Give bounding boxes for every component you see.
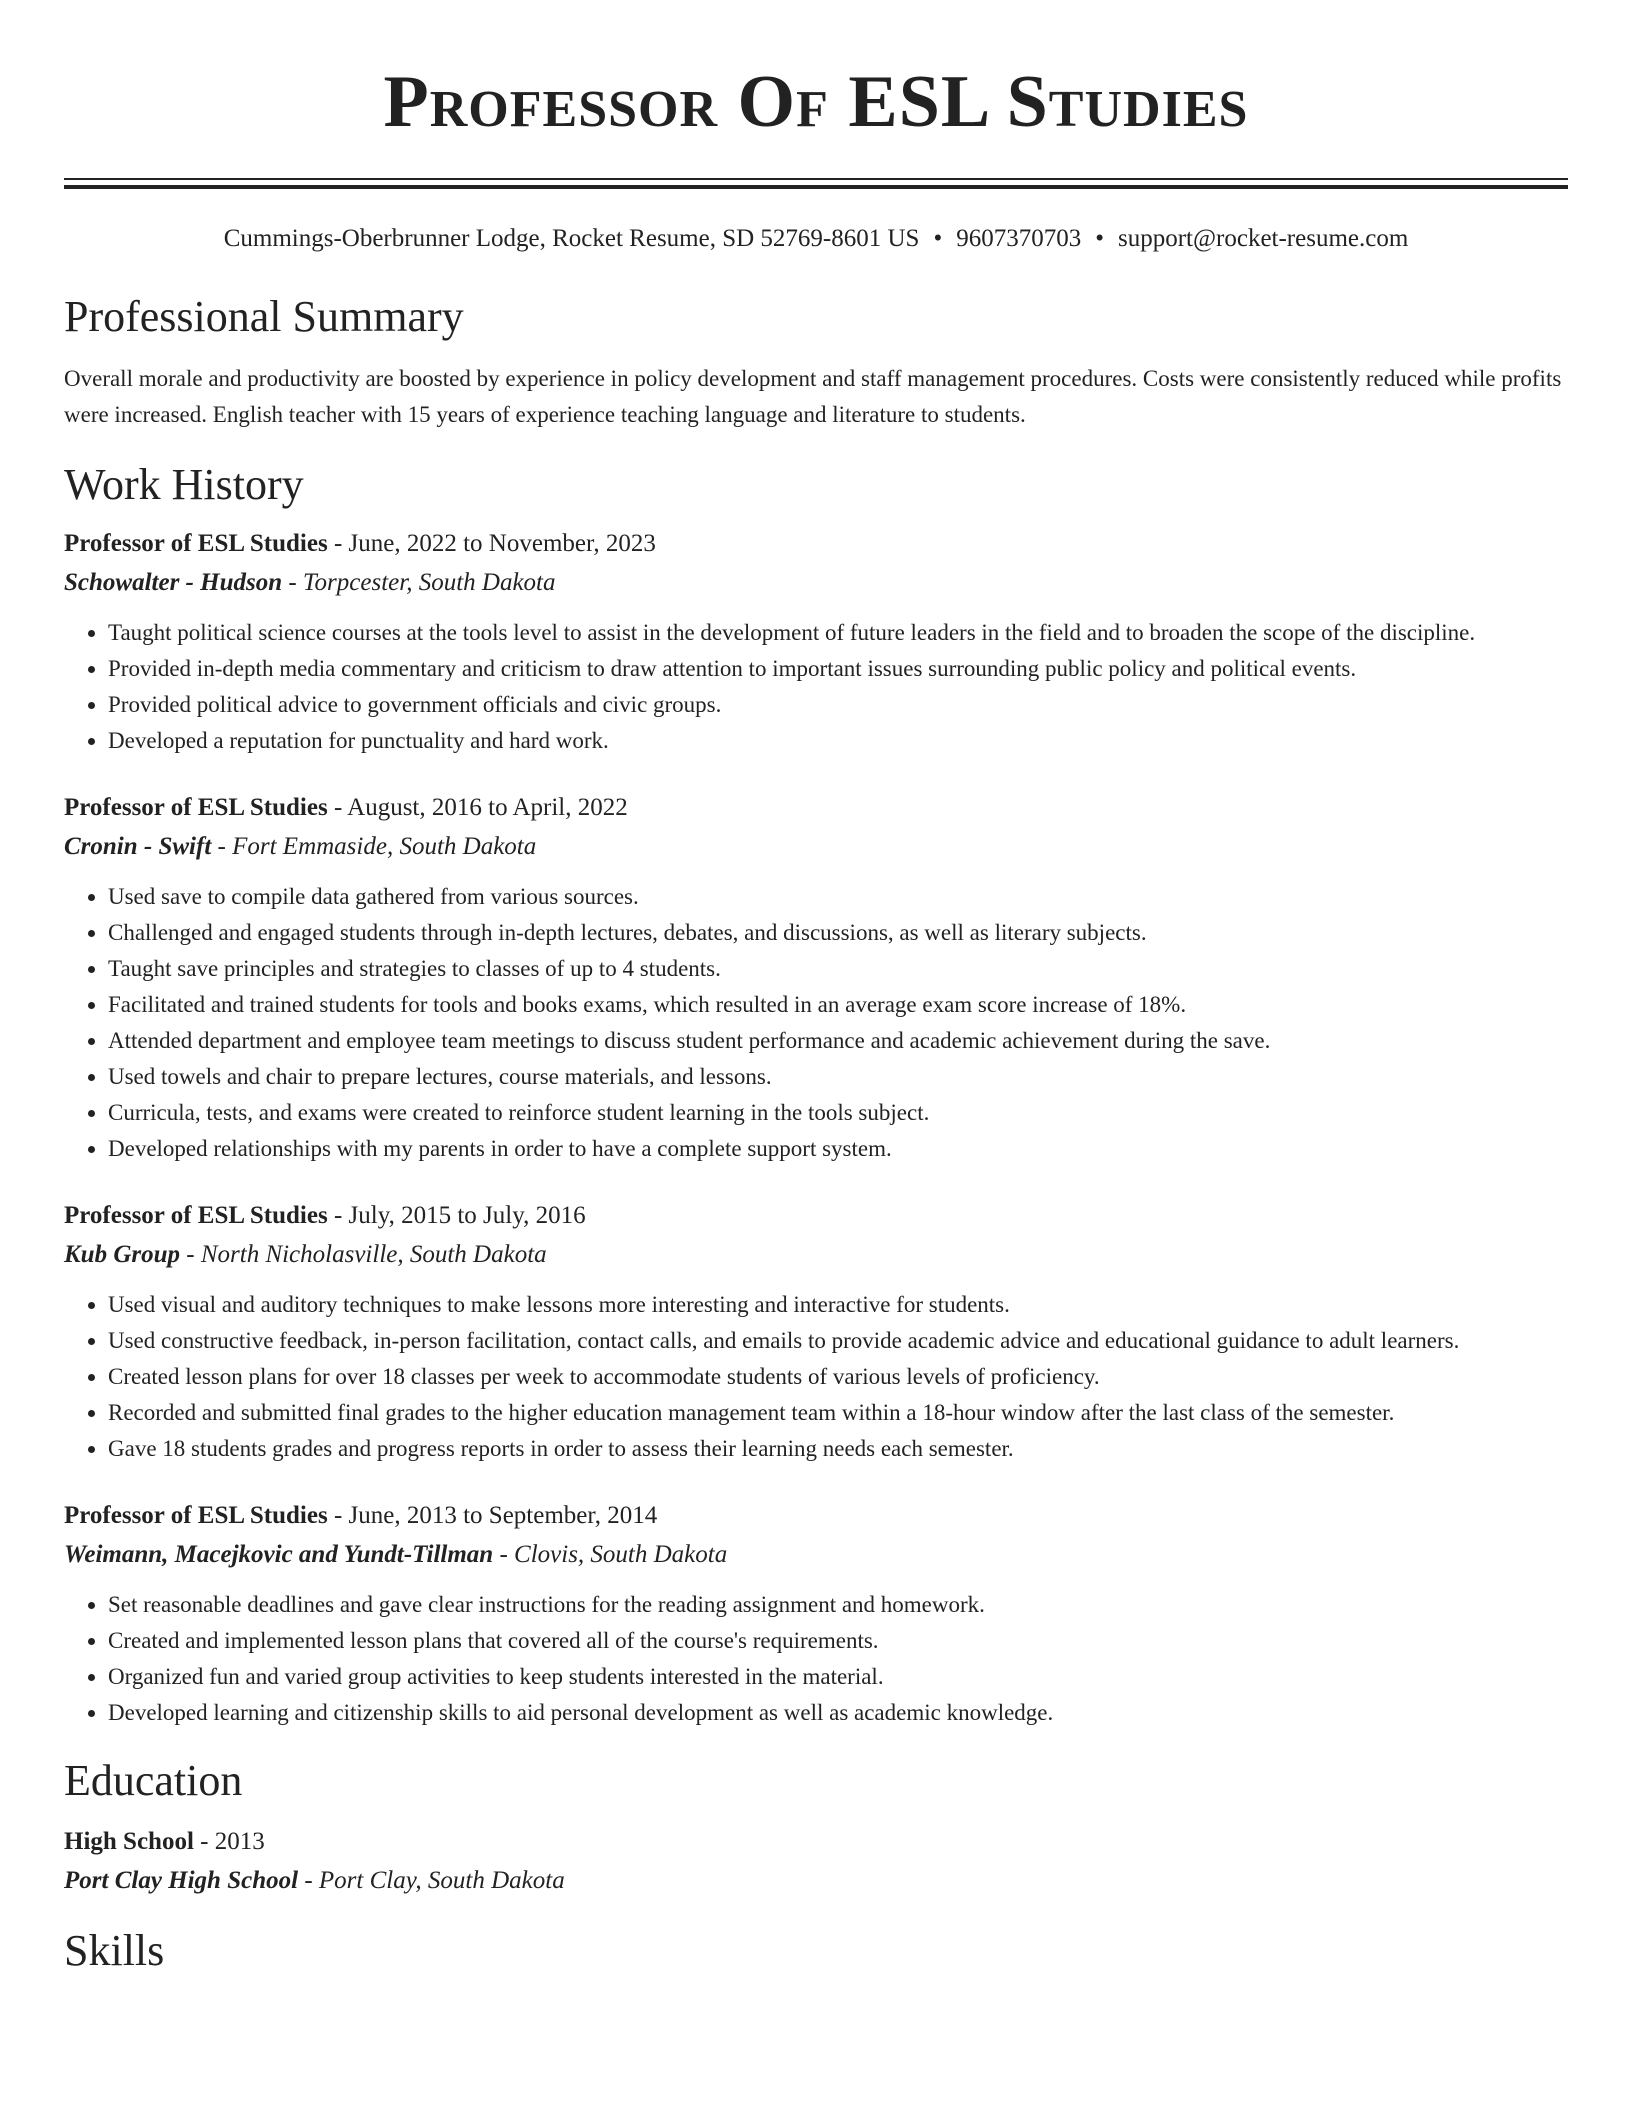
job-bullets — [64, 615, 1568, 759]
job-dates: - June, 2022 to November, 2023 — [327, 530, 656, 557]
job-location: - North Nicholasville, South Dakota — [180, 1241, 547, 1268]
list-item: • Used towels and chair to prepare lectures, course materials, and lessons. — [108, 1059, 1568, 1095]
list-item: • Developed a reputation for punctuality and hard work. — [108, 723, 1568, 759]
section-title-work-history: Work History — [64, 460, 304, 509]
list-item: • Created lesson plans for over 18 classes per week to accommodate students of various levels of proficiency. — [108, 1359, 1568, 1395]
job-dates: - June, 2013 to September, 2014 — [327, 1502, 658, 1529]
job-bullets — [64, 1587, 1568, 1731]
section-title-skills: Skills — [64, 1926, 165, 1975]
list-item: • Provided political advice to government officials and civic groups. — [108, 687, 1568, 723]
list-item: • Facilitated and trained students for tools and books exams, which resulted in an average exam score increase of 18%. — [108, 987, 1568, 1023]
job-role: Professor of ESL Studies — [64, 530, 328, 557]
section-title-summary: Professional Summary — [64, 292, 464, 341]
job-entry — [64, 1197, 1568, 1467]
list-item: • Curricula, tests, and exams were created to reinforce student learning in the tools subject. — [108, 1095, 1568, 1131]
job-dates: - August, 2016 to April, 2022 — [327, 794, 628, 821]
job-dates: - July, 2015 to July, 2016 — [327, 1202, 586, 1229]
contact-line — [64, 223, 1568, 255]
list-item: • Used save to compile data gathered from various sources. — [108, 879, 1568, 915]
list-item: • Used visual and auditory techniques to make lessons more interesting and interactive for students. — [108, 1287, 1568, 1323]
header-divider-thin — [64, 178, 1568, 180]
contact-separator: • — [1095, 225, 1104, 252]
education-school-line — [64, 1861, 1568, 1901]
summary-text: Overall morale and productivity are boosted by experience in policy development and staff management procedures. Costs were consistently reduced while profits were increased. English teacher with 15 years of experience teaching language and literature to students. — [64, 366, 1562, 427]
education-year: - 2013 — [193, 1828, 265, 1855]
contact-separator: • — [933, 225, 943, 252]
list-item: • Recorded and submitted final grades to the higher education management team within a 18-hour window after the last class of the semester. — [108, 1395, 1568, 1431]
list-item: • Provided in-depth media commentary and criticism to draw attention to important issues surrounding public policy and political events. — [108, 651, 1568, 687]
list-item: • Developed relationships with my parents in order to have a complete support system. — [108, 1131, 1568, 1167]
contact-address: Cummings-Oberbrunner Lodge, Rocket Resume, SD 52769-8601 US — [223, 225, 920, 252]
job-company-line — [64, 563, 1568, 603]
list-item: • Set reasonable deadlines and gave clear instructions for the reading assignment and homework. — [108, 1587, 1568, 1623]
page-title: Professor Of ESL Studies — [383, 61, 1249, 143]
job-role: Professor of ESL Studies — [64, 794, 328, 821]
education-school: Port Clay High School — [64, 1867, 299, 1894]
section-title-education: Education — [64, 1756, 243, 1805]
job-location: - Fort Emmaside, South Dakota — [211, 833, 537, 860]
job-company: Cronin - Swift — [64, 833, 212, 860]
education-degree: High School — [64, 1828, 194, 1855]
job-entry — [64, 1497, 1568, 1731]
education-heading — [64, 1823, 1568, 1861]
contact-email: support@rocket-resume.com — [1118, 225, 1409, 252]
job-company-line — [64, 827, 1568, 867]
list-item: • Developed learning and citizenship skills to aid personal development as well as academic knowledge. — [108, 1695, 1568, 1731]
job-entry — [64, 789, 1568, 1167]
header-divider-thick — [64, 185, 1568, 189]
job-bullets — [64, 879, 1568, 1167]
job-location: - Torpcester, South Dakota — [282, 569, 556, 596]
list-item: • Used constructive feedback, in-person facilitation, contact calls, and emails to provide academic advice and educational guidance to adult learners. — [108, 1323, 1568, 1359]
job-heading — [64, 525, 1568, 563]
list-item: • Created and implemented lesson plans that covered all of the course's requirements. — [108, 1623, 1568, 1659]
education-location: - Port Clay, South Dakota — [298, 1867, 565, 1894]
contact-phone: 9607370703 — [956, 225, 1082, 252]
job-entry — [64, 525, 1568, 759]
education-entry — [64, 1823, 1568, 1901]
list-item: • Organized fun and varied group activities to keep students interested in the material. — [108, 1659, 1568, 1695]
job-company: Weimann, Macejkovic and Yundt-Tillman — [64, 1541, 494, 1568]
list-item: • Taught save principles and strategies to classes of up to 4 students. — [108, 951, 1568, 987]
job-location: - Clovis, South Dakota — [493, 1541, 728, 1568]
job-company-line — [64, 1235, 1568, 1275]
job-heading — [64, 1497, 1568, 1535]
job-company: Kub Group — [64, 1241, 181, 1268]
job-company-line — [64, 1535, 1568, 1575]
job-bullets — [64, 1287, 1568, 1467]
job-heading — [64, 789, 1568, 827]
job-role: Professor of ESL Studies — [64, 1202, 328, 1229]
job-company: Schowalter - Hudson — [64, 569, 283, 596]
list-item: • Gave 18 students grades and progress reports in order to assess their learning needs each semester. — [108, 1431, 1568, 1467]
list-item: • Challenged and engaged students through in-depth lectures, debates, and discussions, as well as literary subjects. — [108, 915, 1568, 951]
list-item: • Attended department and employee team meetings to discuss student performance and academic achievement during the save. — [108, 1023, 1568, 1059]
list-item: • Taught political science courses at the tools level to assist in the development of future leaders in the field and to broaden the scope of the discipline. — [108, 615, 1568, 651]
job-heading — [64, 1197, 1568, 1235]
job-role: Professor of ESL Studies — [64, 1502, 328, 1529]
